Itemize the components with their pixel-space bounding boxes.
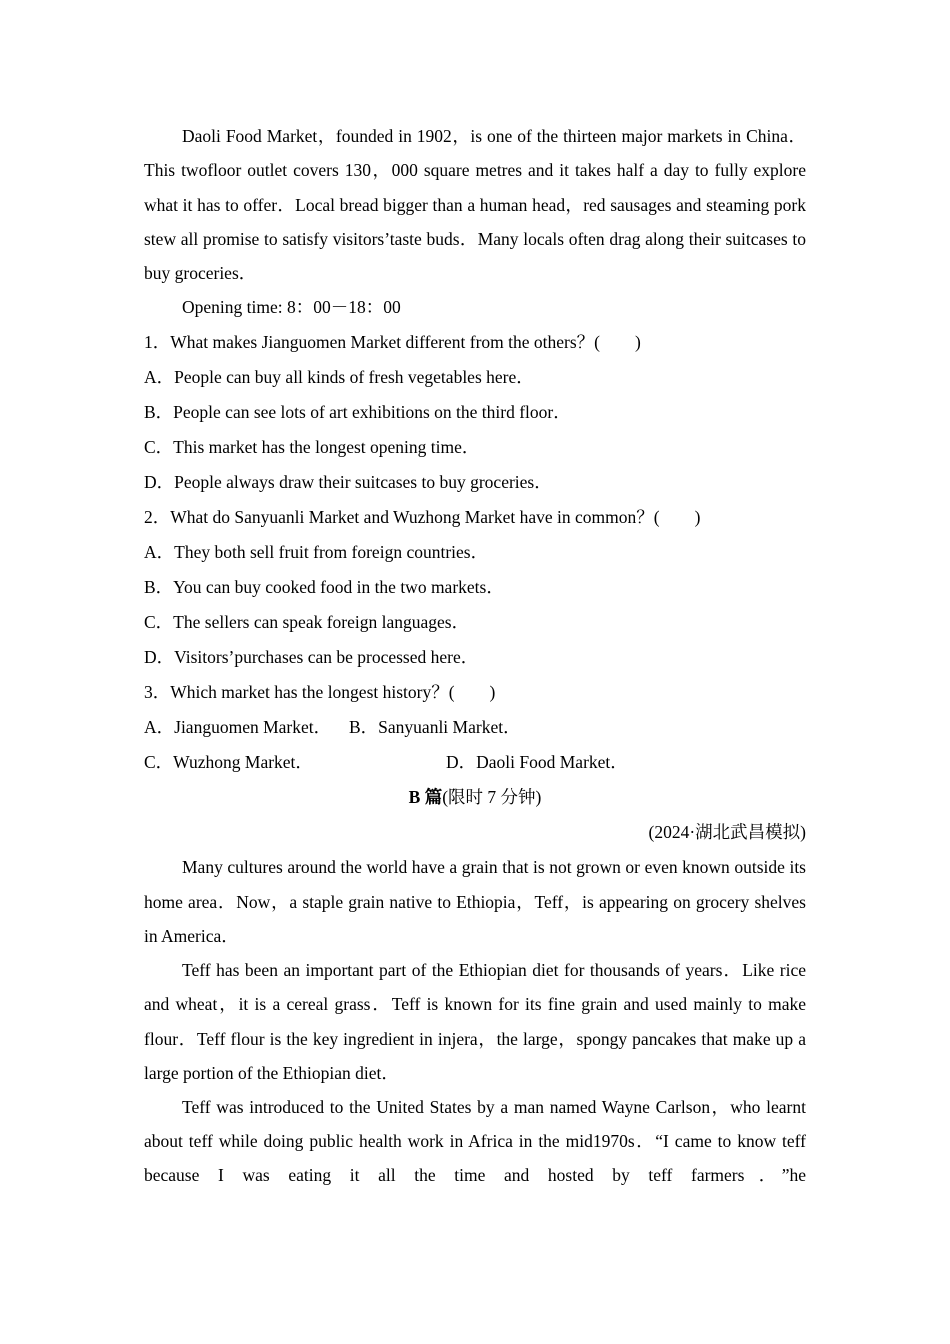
option-a: A．They both sell fruit from foreign countries． <box>144 542 489 563</box>
question-3 <box>144 675 806 780</box>
section-b-title <box>144 780 806 815</box>
question-stem: 3．Which market has the longest history？( ) <box>144 682 496 703</box>
question-stem: 2．What do Sanyuanli Market and Wuzhong Market have in common？( ) <box>144 507 701 528</box>
section-b-paragraph-1: Many cultures around the world have a grain that is not grown or even known outside its home area．Now，a staple grain native to Ethiopia，Teff，is appearing on grocery shelves in America． <box>144 857 806 946</box>
options-row-ab <box>144 710 806 745</box>
opening-time: Opening time: 8：00－18：00 <box>182 297 401 318</box>
options-row-cd <box>144 745 806 780</box>
question-2 <box>144 500 806 675</box>
option-c: C．This market has the longest opening time． <box>144 437 480 458</box>
option-c: C．The sellers can speak foreign languages． <box>144 612 470 633</box>
question-stem: 1．What makes Jianguomen Market different from the others？( ) <box>144 332 641 353</box>
option-b: B．You can buy cooked food in the two markets． <box>144 577 504 598</box>
section-b-source: (2024·湖北武昌模拟) <box>648 822 806 843</box>
section-b-label: B 篇 <box>408 787 443 808</box>
option-d: D．People always draw their suitcases to buy groceries． <box>144 472 552 493</box>
option-a: A．Jianguomen Market． <box>144 717 332 738</box>
option-d: D．Daoli Food Market． <box>446 752 628 773</box>
document-page <box>144 119 806 1193</box>
option-b: B．People can see lots of art exhibitions on the third floor． <box>144 402 571 423</box>
question-1 <box>144 325 806 500</box>
option-c: C．Wuzhong Market． <box>144 752 313 773</box>
option-a: A．People can buy all kinds of fresh vegetables here． <box>144 367 534 388</box>
passage-daoli-paragraph: Daoli Food Market，founded in 1902，is one of the thirteen major markets in China．This twofloor outlet covers 130，000 square metres and it takes half a day to fully explore what it has to offer．Local bread bigger than a human head，red sausages and steaming pork stew all promise to satisfy visitors’taste buds．Many locals often drag along their suitcases to buy groceries． <box>144 126 806 284</box>
section-b-paragraph-3: Teff was introduced to the United States by a man named Wayne Carlson，who learnt about teff while doing public health work in Africa in the mid1970s．“I came to know teff because I was eating it all the time and hosted by teff farmers．”he <box>144 1096 806 1186</box>
section-b-paragraph-2: Teff has been an important part of the Ethiopian diet for thousands of years．Like rice and wheat，it is a cereal grass．Teff is known for its fine grain and used mainly to make flour．Teff flour is the key ingredient in injera，the large，spongy pancakes that make up a large portion of the Ethiopian diet． <box>144 960 806 1083</box>
option-b: B．Sanyuanli Market． <box>349 717 521 738</box>
section-b-time-limit: (限时 7 分钟) <box>442 787 542 808</box>
option-d: D．Visitors’purchases can be processed here． <box>144 647 479 668</box>
